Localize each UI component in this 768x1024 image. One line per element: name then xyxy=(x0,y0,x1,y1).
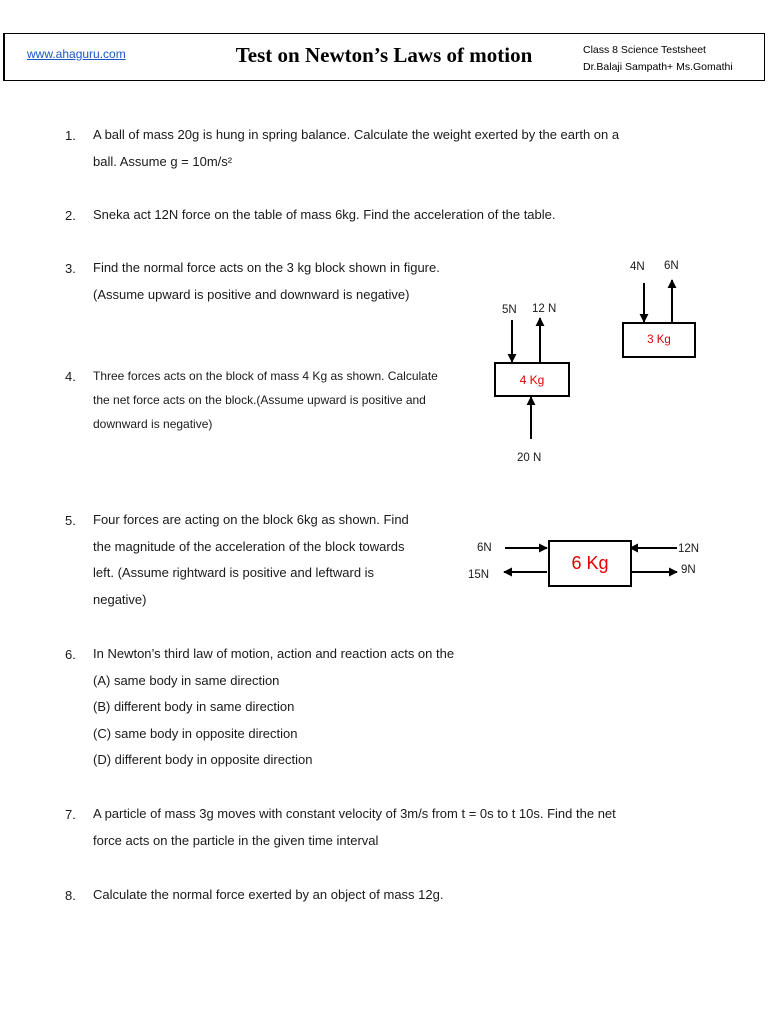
question-line: A particle of mass 3g moves with constant velocity of 3m/s from t = 0s to t 10s. Find the net xyxy=(93,806,616,821)
question-number: 5. xyxy=(65,513,76,528)
question-7 xyxy=(93,801,713,854)
fig4-force-label: 20 N xyxy=(517,452,542,464)
question-line: Calculate the normal force exerted by an object of mass 12g. xyxy=(93,887,444,902)
page-title: Test on Newton’s Laws of motion xyxy=(235,43,533,67)
block-label: 6 Kg xyxy=(571,553,609,573)
class-line: Class 8 Science Testsheet xyxy=(583,44,706,56)
fig5-force-label: 12N xyxy=(678,543,700,555)
question-line: force acts on the particle in the given time interval xyxy=(93,832,379,848)
question-number: 3. xyxy=(65,261,76,276)
question-line: the magnitude of the acceleration of the block towards xyxy=(93,538,405,554)
question-line: (Assume upward is positive and downward is negative) xyxy=(93,286,410,302)
block-6kg xyxy=(548,540,632,587)
fig5-force-label: 9N xyxy=(681,564,696,576)
question-1 xyxy=(93,122,693,175)
question-8 xyxy=(93,882,693,909)
block-4kg xyxy=(494,362,570,397)
question-4 xyxy=(93,364,473,436)
question-line: Four forces are acting on the block 6kg as shown. Find xyxy=(93,512,409,527)
question-line: A ball of mass 20g is hung in spring balance. Calculate the weight exerted by the earth on a xyxy=(93,127,620,142)
question-line: the net force acts on the block.(Assume upward is positive and xyxy=(93,393,426,407)
fig4-force-label: 12 N xyxy=(532,303,557,315)
header-left-border xyxy=(3,34,5,80)
authors-line: Dr.Balaji Sampath+ Ms.Gomathi xyxy=(583,61,733,73)
page-header xyxy=(3,33,765,81)
fig5-force-label: 15N xyxy=(468,569,490,581)
option-a: (A) same body in same direction xyxy=(93,672,280,688)
header-right-border xyxy=(764,34,766,80)
question-line: left. (Assume rightward is positive and leftward is xyxy=(93,565,375,580)
block-label: 4 Kg xyxy=(519,372,545,387)
question-line: ball. Assume g = 10m/s² xyxy=(93,153,233,169)
fig3-force-label: 6N xyxy=(664,260,679,272)
question-number: 1. xyxy=(65,128,76,143)
question-number: 6. xyxy=(65,647,76,662)
fig5-force-label: 6N xyxy=(477,542,492,554)
block-3kg xyxy=(622,322,696,358)
question-number: 2. xyxy=(65,208,76,223)
question-number: 7. xyxy=(65,807,76,822)
question-3 xyxy=(93,255,493,308)
question-line: In Newton’s third law of motion, action and reaction acts on the xyxy=(93,646,455,661)
question-number: 4. xyxy=(65,369,76,384)
question-6 xyxy=(93,641,593,774)
option-d: (D) different body in opposite direction xyxy=(93,752,313,767)
question-5 xyxy=(93,507,463,613)
question-line: Three forces acts on the block of mass 4 Kg as shown. Calculate xyxy=(93,369,438,383)
fig4-force-label: 5N xyxy=(502,304,517,316)
header-meta xyxy=(583,42,733,76)
block-label: 3 Kg xyxy=(647,334,671,346)
option-b: (B) different body in same direction xyxy=(93,699,295,714)
question-2 xyxy=(93,202,693,229)
fig3-force-label: 4N xyxy=(630,261,645,273)
question-line: downward is negative) xyxy=(93,417,213,431)
question-line: negative) xyxy=(93,591,147,607)
question-number: 8. xyxy=(65,888,76,903)
question-line: Sneka act 12N force on the table of mass 6kg. Find the acceleration of the table. xyxy=(93,207,556,222)
question-line: Find the normal force acts on the 3 kg block shown in figure. xyxy=(93,260,440,275)
website-link[interactable]: www.ahaguru.com xyxy=(27,47,126,61)
option-c: (C) same body in opposite direction xyxy=(93,725,298,741)
